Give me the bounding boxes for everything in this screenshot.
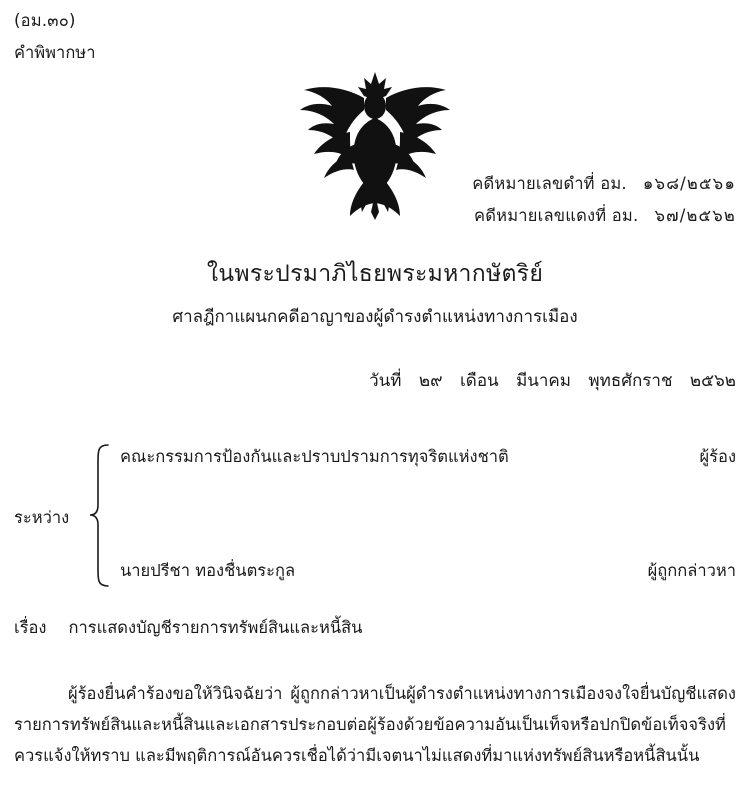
plaintiff-role: ผู้ร้อง [699,447,736,466]
case-number-black-label: คดีหมายเลขดำที่ อม. [472,174,627,193]
date-year-value: ๒๕๖๒ [689,371,736,391]
subject-label: เรื่อง [14,618,47,637]
case-number-red [474,203,736,229]
date-month-label: เดือน [459,371,499,391]
defendant-name: นายปรีชา ทองชื่นตระกูล [120,561,296,580]
date-year-label: พุทธศักราช [588,371,673,391]
party-brace [88,443,110,588]
court-title: ศาลฎีกาแผนกคดีอาญาของผู้ดำรงตำแหน่งทางการเมือง [172,307,578,327]
case-number-red-value: ๖๗/๒๕๖๒ [654,206,736,225]
case-number-red-label: คดีหมายเลขแดงที่ อม. [474,206,639,225]
defendant-role: ผู้ถูกกล่าวหา [647,561,736,580]
case-number-black [472,171,736,197]
garuda-emblem [280,62,470,222]
case-number-black-value: ๑๖๘/๒๕๖๑ [642,174,736,193]
judgment-date-line [369,367,736,394]
body-paragraph [14,678,736,771]
between-label: ระหว่าง [14,508,70,527]
date-month-value: มีนาคม [516,371,572,391]
document-type-label: คำพิพากษา [14,43,96,62]
subject-line [14,615,362,641]
date-day-value: ๒๙ [418,371,443,391]
paragraph-text: ผู้ร้องยื่นคำร้องขอให้วินิจฉัยว่า ผู้ถูกกล่าวหาเป็นผู้ดำรงตำแหน่งทางการเมืองจงใจยื่นบัญชีแสดงรายการทรัพย์สินและหนี้สินและเอกสารประกอบต่อผู้ร้องด้วยข้อความอันเป็นเท็จหรือปกปิดข้อเท็จจริงที่ควรแจ้งให้ทราบ และมีพฤติการณ์อันควรเชื่อได้ว่ามีเจตนาไม่แสดงที่มาแห่งทรัพย์สินหรือหนี้สินนั้น [14,684,736,765]
date-day-label: วันที่ [369,371,402,391]
subject-text: การแสดงบัญชีรายการทรัพย์สินและหนี้สิน [68,618,363,637]
document-code: (อม.๓๐) [14,11,76,30]
royal-title: ในพระปรมาภิไธยพระมหากษัตริย์ [206,261,544,287]
plaintiff-name: คณะกรรมการป้องกันและปราบปรามการทุจริตแห่งชาติ [120,447,509,466]
